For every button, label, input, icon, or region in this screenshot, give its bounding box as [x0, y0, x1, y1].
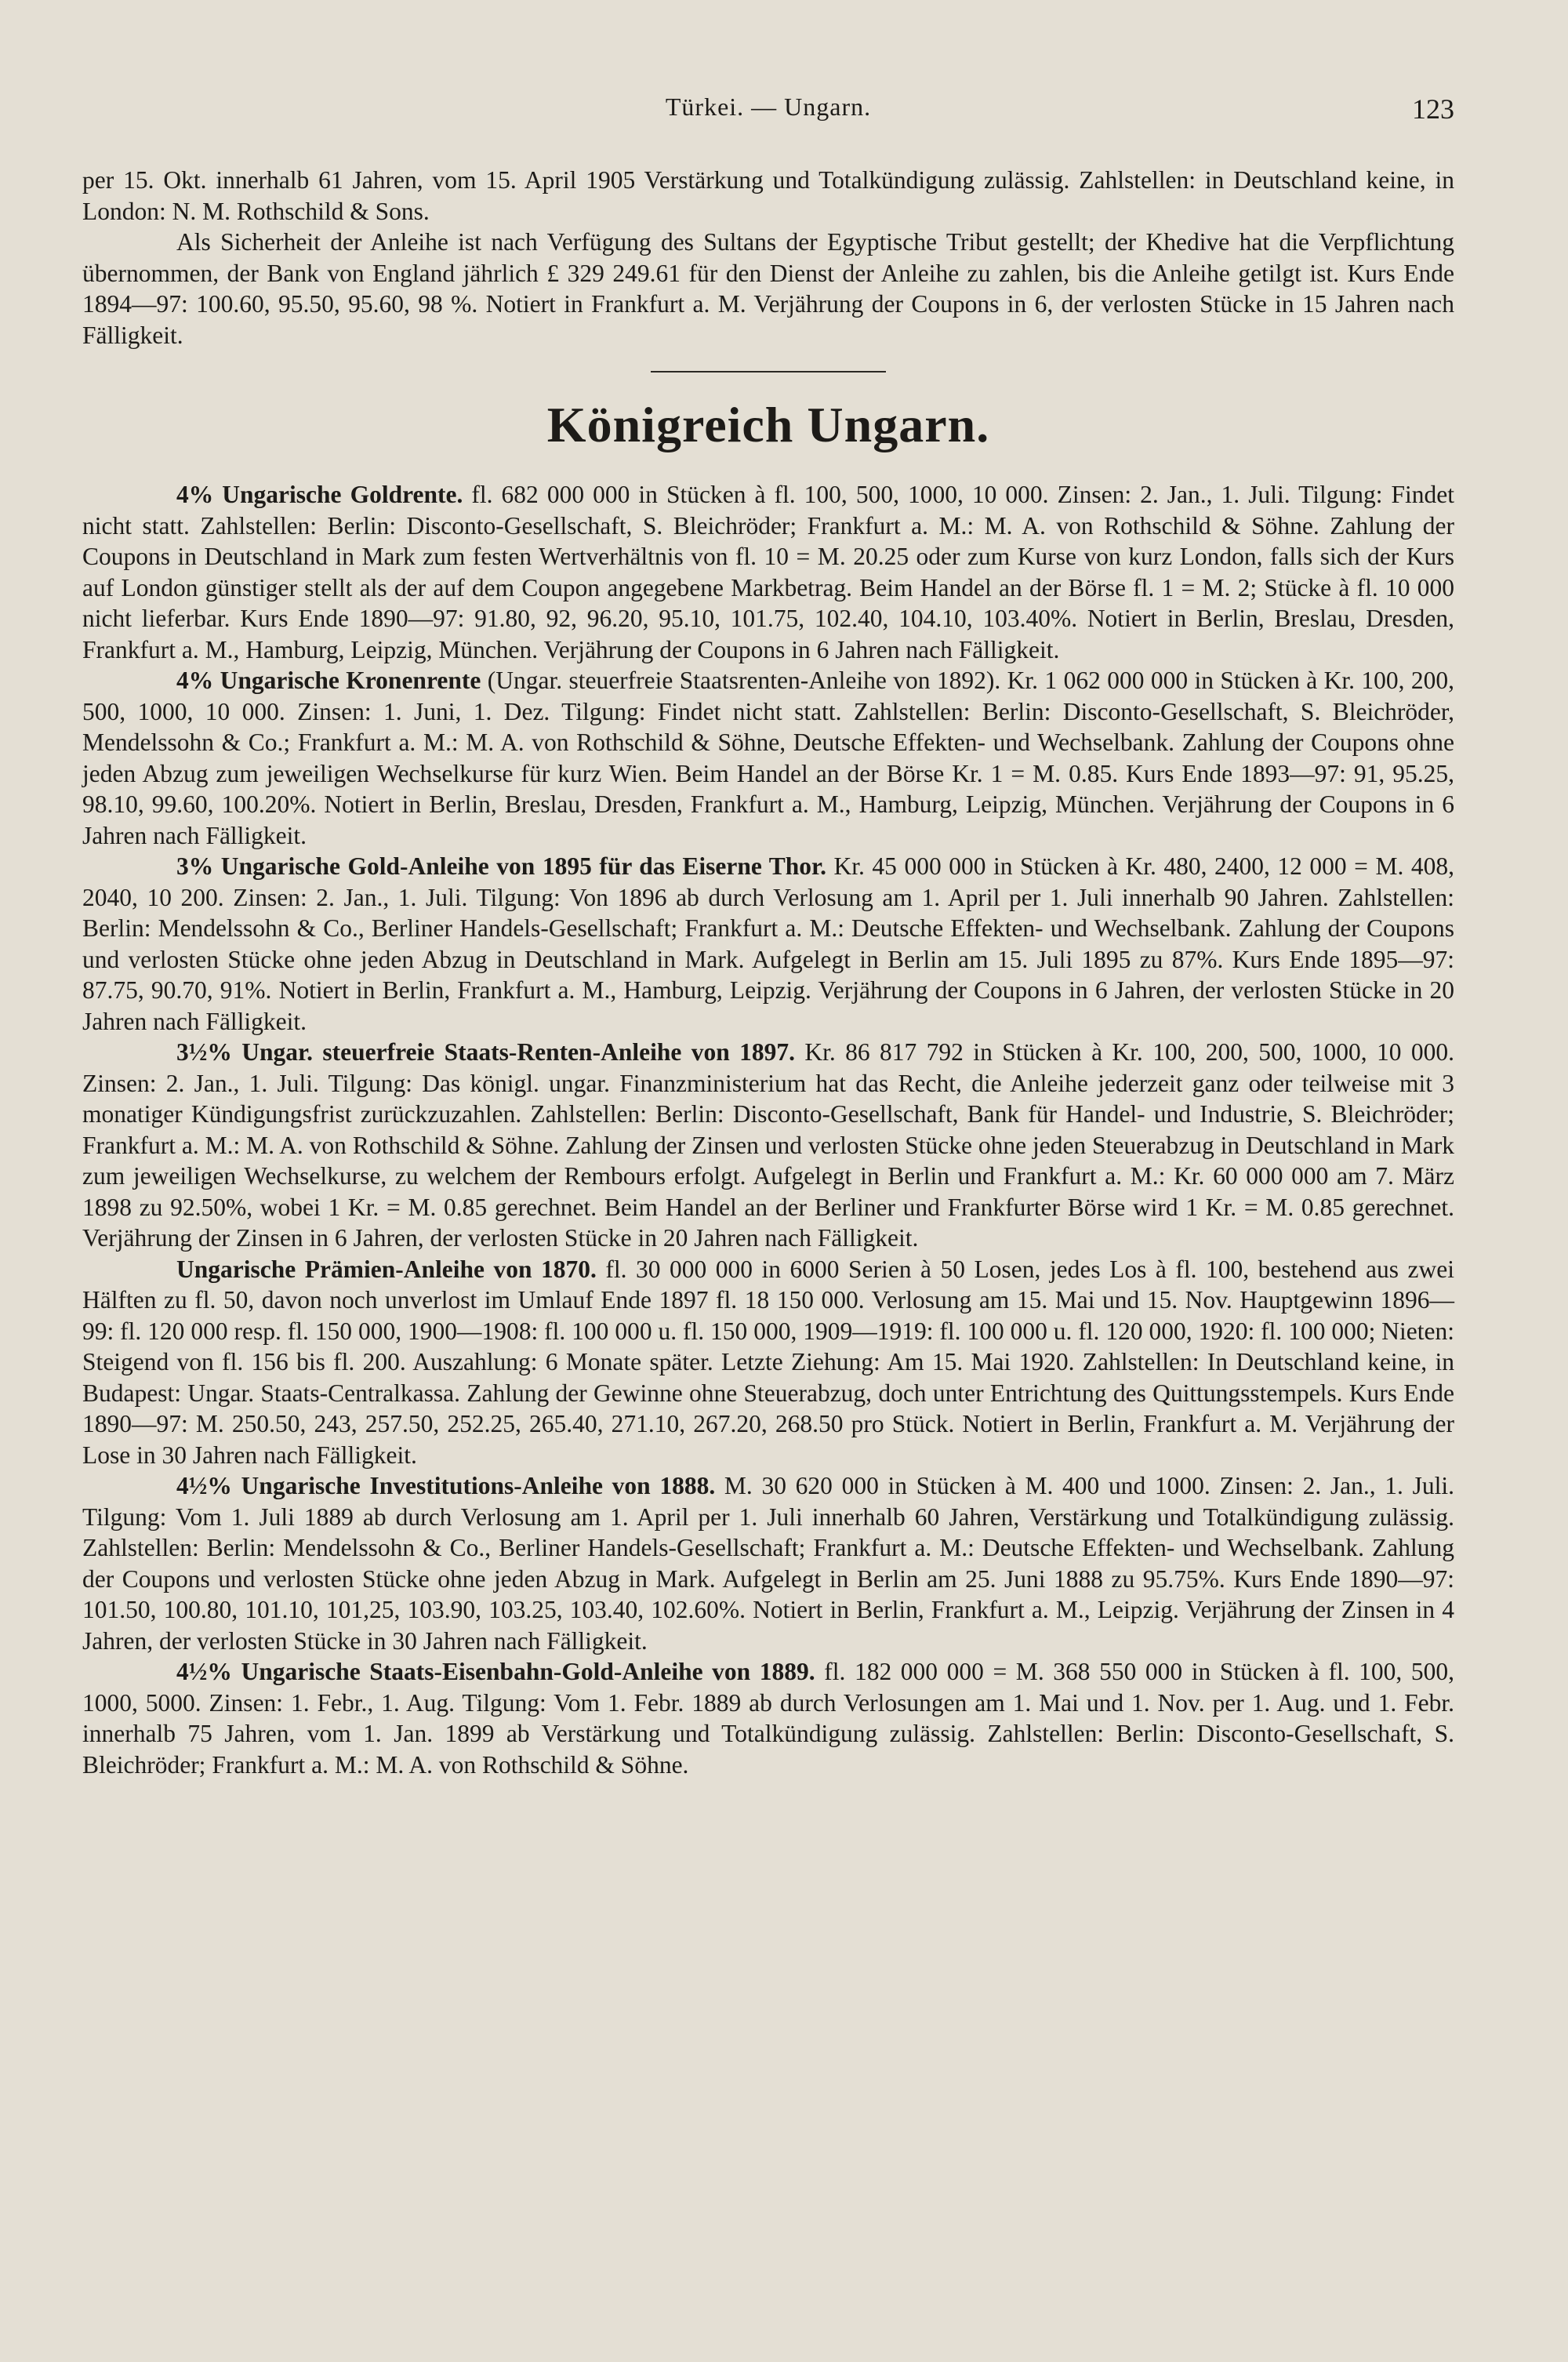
page-number: 123	[1412, 93, 1454, 125]
bond-title: 3½% Ungar. steuerfreie Staats-Renten-Anleihe von 1897.	[176, 1038, 795, 1066]
bond-text: fl. 182 000 000 = M. 368 550 000 in Stücken à fl. 100, 500, 1000, 5000. Zinsen: 1. Febr., 1. Aug. Tilgung: Vom 1. Febr. 1889 ab durch Verlosungen am 1. Mai und 1. Nov. per 1. Aug. und 1. Febr. innerhalb 75 Jahren, vom 1. Jan. 1899 ab Verstärkung und Totalkündigung zulässig. Zahlstellen: Berlin: Disconto-Gesellschaft, S. Bleichröder; Frankfurt a. M.: M. A. von Rothschild & Söhne.	[82, 1658, 1455, 1779]
bond-title: 4% Ungarische Kronenrente	[176, 667, 481, 694]
bond-title: 4½% Ungarische Investitutions-Anleihe von 1888.	[176, 1472, 716, 1499]
bond-entry	[82, 1470, 1454, 1656]
intro-paragraph-2: Als Sicherheit der Anleihe ist nach Verfügung des Sultans der Egyptische Tribut gestellt; der Khedive hat die Verpflichtung übernommen, der Bank von England jährlich £ 329 249.61 für den Dienst der Anleihe zu zahlen, bis die Anleihe getilgt ist. Kurs Ende 1894—97: 100.60, 95.50, 95.60, 98 %. Notiert in Frankfurt a. M. Verjährung der Coupons in 6, der verlosten Stücke in 15 Jahren nach Fälligkeit.	[82, 228, 1454, 349]
bond-entry	[82, 479, 1454, 665]
bond-entry	[82, 851, 1454, 1037]
section-title: Königreich Ungarn.	[546, 397, 990, 452]
page-body	[82, 165, 1454, 1780]
bond-title: 4½% Ungarische Staats-Eisenbahn-Gold-Anleihe von 1889.	[176, 1658, 815, 1685]
bond-entry	[82, 1254, 1454, 1471]
bond-text: fl. 30 000 000 in 6000 Serien à 50 Losen, jedes Los à fl. 100, bestehend aus zwei Hälften zu fl. 50, davon noch unverlost im Umlauf Ende 1897 fl. 18 150 000. Verlosung am 15. Mai und 15. Nov. Hauptgewinn 1896—99: fl. 120 000 resp. fl. 150 000, 1900—1908: fl. 100 000 u. fl. 150 000, 1909—1919: fl. 100 000 u. fl. 120 000, 1920: fl. 100 000; Nieten: Steigend von fl. 156 bis fl. 200. Auszahlung: 6 Monate später. Letzte Ziehung: Am 15. Mai 1920. Zahlstellen: In Deutschland keine, in Budapest: Ungar. Staats-Centralkassa. Zahlung der Gewinne ohne Steuerabzug, doch unter Entrichtung des Quittungsstempels. Kurs Ende 1890—97: M. 250.50, 243, 257.50, 252.25, 265.40, 271.10, 267.20, 268.50 pro Stück. Notiert in Berlin, Frankfurt a. M. Verjährung der Lose in 30 Jahren nach Fälligkeit.	[82, 1255, 1455, 1469]
bond-title: Ungarische Prämien-Anleihe von 1870.	[176, 1255, 597, 1283]
bond-text: (Ungar. steuerfreie Staatsrenten-Anleihe von 1892). Kr. 1 062 000 000 in Stücken à Kr. 100, 200, 500, 1000, 10 000. Zinsen: 1. Juni, 1. Dez. Tilgung: Findet nicht statt. Zahlstellen: Berlin: Disconto-Gesellschaft, S. Bleichröder, Mendelssohn & Co.; Frankfurt a. M.: M. A. von Rothschild & Söhne, Deutsche Effekten- und Wechselbank. Zahlung der Coupons ohne jeden Abzug zum jeweiligen Wechselkurse für kurz Wien. Beim Handel an der Börse Kr. 1 = M. 0.85. Kurs Ende 1893—97: 91, 95.25, 98.10, 99.60, 100.20%. Notiert in Berlin, Breslau, Dresden, Frankfurt a. M., Hamburg, Leipzig, München. Verjährung der Coupons in 6 Jahren nach Fälligkeit.	[82, 667, 1454, 849]
intro-paragraph-1: per 15. Okt. innerhalb 61 Jahren, vom 15. April 1905 Verstärkung und Totalkündigung zulässig. Zahlstellen: in Deutschland keine, in London: N. M. Rothschild & Sons.	[82, 166, 1454, 225]
bond-entry	[82, 1037, 1454, 1254]
bond-title: 4% Ungarische Goldrente.	[176, 481, 463, 508]
bond-text: Kr. 45 000 000 in Stücken à Kr. 480, 2400, 12 000 = M. 408, 2040, 10 200. Zinsen: 2. Jan., 1. Juli. Tilgung: Von 1896 ab durch Verlosung am 1. April per 1. Juli innerhalb 90 Jahren. Zahlstellen: Berlin: Mendelssohn & Co., Berliner Handels-Gesellschaft; Frankfurt a. M.: Deutsche Effekten- und Wechselbank. Zahlung der Coupons und verlosten Stücke ohne jeden Abzug in Deutschland in Mark. Aufgelegt in Berlin am 15. Juli 1895 zu 87%. Kurs Ende 1895—97: 87.75, 90.70, 91%. Notiert in Berlin, Frankfurt a. M., Hamburg, Leipzig. Verjährung der Coupons in 6 Jahren, der verlosten Stücke in 20 Jahren nach Fälligkeit.	[82, 852, 1454, 1035]
bond-entry	[82, 1656, 1454, 1780]
running-title: Türkei. — Ungarn.	[665, 93, 872, 121]
section-divider	[651, 371, 886, 372]
bond-text: M. 30 620 000 in Stücken à M. 400 und 1000. Zinsen: 2. Jan., 1. Juli. Tilgung: Vom 1. Juli 1889 ab durch Verlosung am 1. April per 1. Juli innerhalb 60 Jahren, Verstärkung und Totalkündigung zulässig. Zahlstellen: Berlin: Mendelssohn & Co., Berliner Handels-Gesellschaft; Frankfurt a. M.: Deutsche Effekten- und Wechselbank. Zahlung der Coupons und verlosten Stücke ohne jeden Abzug in Mark. Aufgelegt in Berlin am 25. Juni 1888 zu 95.75%. Kurs Ende 1890—97: 101.50, 100.80, 101.10, 101,25, 103.90, 103.25, 103.40, 102.60%. Notiert in Berlin, Frankfurt a. M., Leipzig. Verjährung der Zinsen in 4 Jahren, der verlosten Stücke in 30 Jahren nach Fälligkeit.	[82, 1472, 1454, 1655]
bond-text: Kr. 86 817 792 in Stücken à Kr. 100, 200, 500, 1000, 10 000. Zinsen: 2. Jan., 1. Juli. Tilgung: Das königl. ungar. Finanzministerium hat das Recht, die Anleihe jederzeit ganz oder teilweise mit 3 monatiger Kündigungsfrist zurückzuzahlen. Zahlstellen: Berlin: Disconto-Gesellschaft, Bank für Handel- und Industrie, S. Bleichröder; Frankfurt a. M.: M. A. von Rothschild & Söhne. Zahlung der Zinsen und verlosten Stücke ohne jeden Steuerabzug in Deutschland in Mark zum jeweiligen Wechselkurse, zu welchem der Rembours erfolgt. Aufgelegt in Berlin und Frankfurt a. M.: Kr. 60 000 000 am 7. März 1898 zu 92.50%, wobei 1 Kr. = M. 0.85 gerechnet. Beim Handel an der Berliner und Frankfurter Börse wird 1 Kr. = M. 0.85 gerechnet. Verjährung der Zinsen in 6 Jahren, der verlosten Stücke in 20 Jahren nach Fälligkeit.	[82, 1038, 1455, 1252]
bond-entry	[82, 665, 1454, 851]
bond-text: fl. 682 000 000 in Stücken à fl. 100, 500, 1000, 10 000. Zinsen: 2. Jan., 1. Juli. Tilgung: Findet nicht statt. Zahlstellen: Berlin: Disconto-Gesellschaft, S. Bleichröder; Frankfurt a. M.: M. A. von Rothschild & Söhne. Zahlung der Coupons in Deutschland in Mark zum festen Wertverhältnis von fl. 10 = M. 20.25 oder zum Kurse von kurz London, falls sich der Kurs auf London günstiger stellt als der auf dem Coupon angegebene Markbetrag. Beim Handel an der Börse fl. 1 = M. 2; Stücke à fl. 10 000 nicht lieferbar. Kurs Ende 1890—97: 91.80, 92, 96.20, 95.10, 101.75, 102.40, 104.10, 103.40%. Notiert in Berlin, Breslau, Dresden, Frankfurt a. M., Hamburg, Leipzig, München. Verjährung der Coupons in 6 Jahren nach Fälligkeit.	[82, 481, 1455, 663]
bond-title: 3% Ungarische Gold-Anleihe von 1895 für das Eiserne Thor.	[176, 852, 827, 880]
page-header	[82, 93, 1454, 132]
